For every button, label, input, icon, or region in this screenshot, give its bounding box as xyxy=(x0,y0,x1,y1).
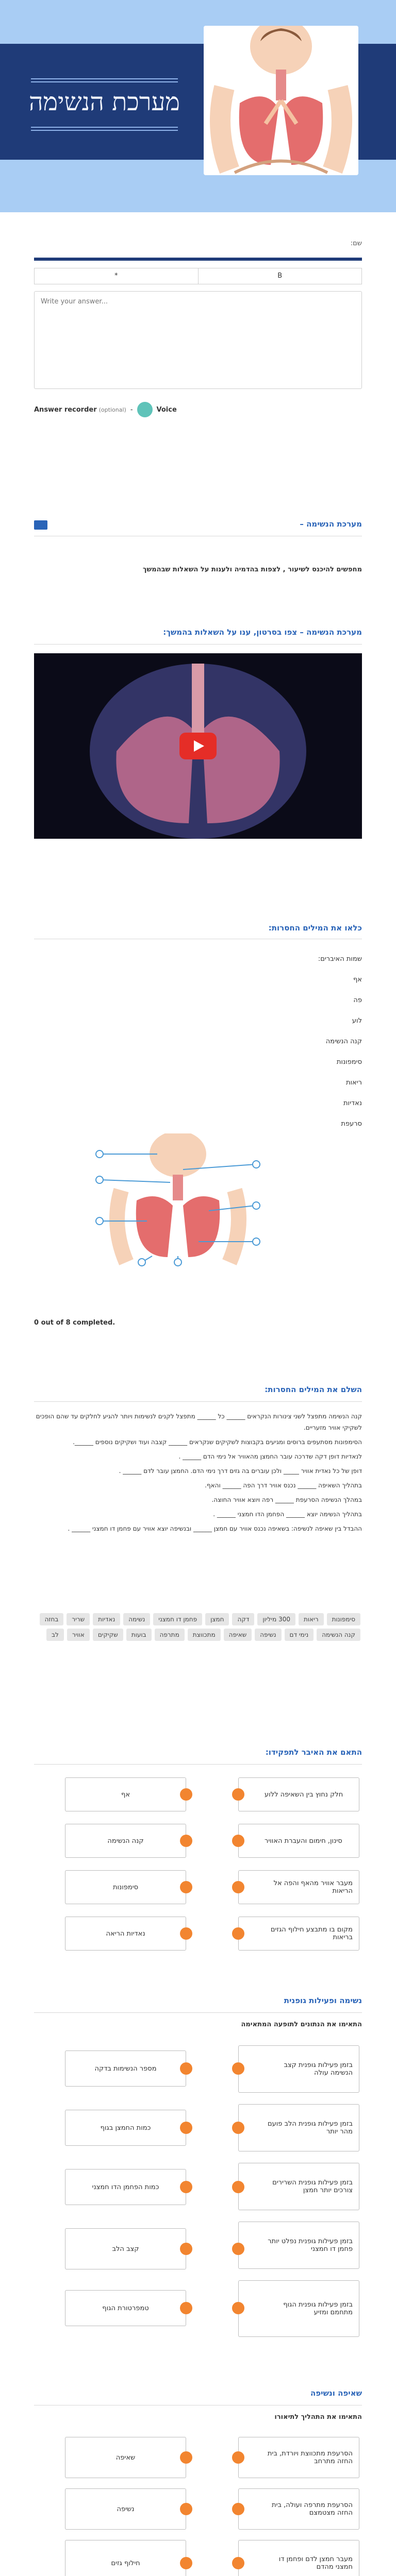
organ-item: אף xyxy=(353,976,362,984)
section5-title: התאם את האיבר לתפקידו: xyxy=(265,1748,362,1757)
divider xyxy=(34,1764,362,1765)
match-connector-dot[interactable] xyxy=(180,2181,192,2193)
recorder-label: Answer recorder xyxy=(34,405,97,414)
word-bank-chip[interactable]: בועות xyxy=(126,1629,152,1641)
match-right-item[interactable]: בזמן פעילות גופנית הגוף מתחמם ומזיע xyxy=(238,2280,359,2337)
title-line-bottom xyxy=(31,127,178,128)
fill-in-paragraph[interactable]: במהלך הנשיפה הסרעפת ______ רפה ויוצא אוויר החוצה. xyxy=(211,1496,362,1503)
word-bank-chip[interactable]: נאדיות xyxy=(93,1613,120,1625)
word-bank-chip[interactable]: נשימה xyxy=(123,1613,150,1625)
fill-in-paragraph[interactable]: דופן של כל נאדית אוויר _____ ולכן עוברים בה גזים דרך נימי הדם. החמצן עובר לדם ______ . xyxy=(119,1467,362,1475)
word-bank-chip[interactable]: סימפונות xyxy=(327,1613,360,1625)
diagram-drop-target[interactable] xyxy=(95,1176,104,1184)
diagram-drop-target[interactable] xyxy=(252,1160,260,1168)
match-left-item[interactable]: כמות החמצן בגוף xyxy=(65,2110,186,2146)
match-left-item[interactable]: קצב הלב xyxy=(65,2228,186,2269)
organ-item: סימפונות xyxy=(336,1058,362,1066)
match-right-item[interactable]: מעבר אוויר מהאף והפה אל הריאות xyxy=(238,1870,359,1904)
organ-list-heading: שמות האיברים: xyxy=(318,955,362,963)
word-bank-chip[interactable]: שאיפה xyxy=(224,1629,252,1641)
match-connector-dot[interactable] xyxy=(232,2557,244,2569)
divider xyxy=(34,1401,362,1402)
fill-in-paragraph[interactable]: ההבדל בין שאיפה לנשיפה: בשאיפה נכנס אוויר עם חמצן ______ ובנשיפה יוצא אוויר עם פחמן דו חמצני ______ . xyxy=(68,1525,362,1532)
word-bank-chip[interactable]: שריר xyxy=(67,1613,90,1625)
match-connector-dot[interactable] xyxy=(180,2122,192,2134)
match-right-item[interactable]: מעבר חמצן לדם ופחמן דו חמצני מהדם xyxy=(238,2540,359,2576)
organ-item: סרעפת xyxy=(341,1120,362,1128)
diagram-progress: 0 out of 8 completed. xyxy=(34,1319,116,1327)
word-bank-chip[interactable]: אוויר xyxy=(67,1629,90,1641)
divider xyxy=(34,644,362,645)
word-bank-chip[interactable]: לב xyxy=(46,1629,64,1641)
word-bank-chip[interactable]: פחמן דו חמצני xyxy=(153,1613,202,1625)
fill-in-paragraph[interactable]: לנאדיות דופן דקה שדרכה עובר החמצן מהאוויר אל נימי הדם ______ . xyxy=(178,1453,362,1460)
fill-in-text xyxy=(34,1411,362,1537)
match-right-item[interactable]: בזמן פעילות גופנית השרירים צורכים יותר חמצן xyxy=(238,2163,359,2210)
organ-list xyxy=(34,949,362,1134)
hero-illustration xyxy=(204,26,358,175)
diagram-drop-target[interactable] xyxy=(252,1238,260,1246)
match-right-item[interactable]: חלק נחוץ בין השאיפה ללוע xyxy=(238,1777,359,1811)
word-bank-chip[interactable]: דקה xyxy=(232,1613,254,1625)
word-bank-chip[interactable]: שקיקים xyxy=(93,1629,123,1641)
match-right-item[interactable]: הסרעפת מתכווצת ויורדת, בית החזה מתרחב xyxy=(238,2437,359,2478)
match-connector-dot[interactable] xyxy=(232,1927,244,1940)
match-connector-dot[interactable] xyxy=(232,2503,244,2515)
word-bank xyxy=(34,1612,362,1642)
match-left-item[interactable]: שאיפה xyxy=(65,2437,186,2478)
word-bank-chip[interactable]: חמצן xyxy=(205,1613,229,1625)
word-bank-chip[interactable]: 300 מיליון xyxy=(257,1613,295,1625)
intro-table xyxy=(34,268,362,284)
answer-recorder: Answer recorder (optional) - Voice xyxy=(34,402,177,417)
video-player[interactable] xyxy=(34,653,362,839)
recorder-optional: (optional) xyxy=(98,406,126,413)
organ-item: נאדיות xyxy=(343,1099,362,1107)
name-label: שם: xyxy=(350,240,362,247)
match-connector-dot[interactable] xyxy=(232,1881,244,1893)
match-connector-dot[interactable] xyxy=(180,1788,192,1801)
match-connector-dot[interactable] xyxy=(180,1927,192,1940)
match-connector-dot[interactable] xyxy=(180,2062,192,2075)
section7-title: שאיפה ונשיפה xyxy=(310,2388,362,2398)
match-left-item[interactable]: נשיפה xyxy=(65,2488,186,2530)
organ-item: פה xyxy=(353,996,362,1004)
match-left-item[interactable]: חילוף גזים xyxy=(65,2540,186,2576)
section6-title: נשימה ופעילות גופנית xyxy=(284,1996,362,2005)
match-left-item[interactable]: אף xyxy=(65,1777,186,1811)
match-left-item[interactable]: טמפרטורת הגוף xyxy=(65,2290,186,2326)
divider xyxy=(34,2012,362,2013)
section7-subtitle: התאימו את התהליך לתיאורו xyxy=(274,2413,362,2421)
section3-title: כלאו את המילים החסרות: xyxy=(268,923,362,933)
match-connector-dot[interactable] xyxy=(232,2302,244,2314)
word-bank-chip[interactable]: מתכווצת xyxy=(188,1629,221,1641)
record-button[interactable] xyxy=(137,402,153,417)
match-connector-dot[interactable] xyxy=(180,2243,192,2255)
hero-banner xyxy=(0,0,396,212)
organ-item: קנה הנשימה xyxy=(325,1038,362,1045)
play-button[interactable] xyxy=(179,733,217,759)
diagram-drop-target[interactable] xyxy=(252,1201,260,1210)
respiratory-system-illustration xyxy=(204,26,358,175)
match-connector-dot[interactable] xyxy=(232,2243,244,2255)
section4-title: השלם את המילים החסרות: xyxy=(265,1385,362,1394)
match-right-item[interactable]: בזמן פעילות גופנית הלב פועם מהר יותר xyxy=(238,2104,359,2151)
match-connector-dot[interactable] xyxy=(232,2451,244,2464)
match-left-item[interactable]: מספר הנשימות בדקה xyxy=(65,2050,186,2087)
match-left-item[interactable]: נאדיות הריאה xyxy=(65,1917,186,1951)
title-line-top xyxy=(31,78,178,79)
fill-in-paragraph[interactable]: בתהליך הנשימה יוצא ______ הפחמן הדו חמצני ______ . xyxy=(213,1511,362,1518)
intro-table-col: B xyxy=(277,272,283,280)
match-left-item[interactable]: כמות הפחמן הדו חמצני xyxy=(65,2169,186,2205)
fill-in-paragraph[interactable]: בתהליך השאיפה ______ נכנס אוויר דרך הפה ______ והאף. xyxy=(205,1482,362,1489)
match-connector-dot[interactable] xyxy=(232,2062,244,2075)
match-right-item[interactable]: בזמן פעילות גופנית נפלט יותר פחמן דו חמצני xyxy=(238,2222,359,2269)
fill-in-paragraph[interactable]: קנה הנשימה מתפצל לשני צינורות הנקראים ______ כל ______ מתפצל לקנים לנשימות ויותר להגיע לחלקים עד שהם הופכים לשקיקי אוויר מזעריים. xyxy=(36,1413,362,1431)
title-line-bottom-2 xyxy=(31,130,178,131)
organ-item: לוע xyxy=(352,1017,362,1025)
diagram-drop-target[interactable] xyxy=(95,1217,104,1225)
match-connector-dot[interactable] xyxy=(180,2451,192,2464)
match-connector-dot[interactable] xyxy=(180,2302,192,2314)
section1-title: מערכת הנשימה – xyxy=(300,519,362,529)
organ-item: ריאות xyxy=(345,1079,362,1087)
match-connector-dot[interactable] xyxy=(180,2503,192,2515)
match-right-item[interactable]: מקום בו מתבצע חילוף הגזים בריאות xyxy=(238,1917,359,1951)
match-list-exercise xyxy=(34,2040,362,2360)
match-connector-dot[interactable] xyxy=(232,2122,244,2134)
section6-subtitle: התאימו את הנתונים לתופעה המתאימה xyxy=(241,2021,362,2028)
match-right-item[interactable]: סינון, חימום והעברת האוויר xyxy=(238,1824,359,1858)
diagram-drop-target[interactable] xyxy=(95,1150,104,1158)
voice-label: Voice xyxy=(156,405,177,414)
section1-subtitle: מחפשים להיכנס לשיעור , לצפות בהדמיה ולענות על השאלות שבהמשך xyxy=(142,566,362,573)
diagram-drop-target[interactable] xyxy=(138,1258,146,1266)
fill-in-paragraph[interactable]: הסימפונות מסתעפים ברוסים ומגיעים בקבוצות לשקיקים שנקראים ______ קצבה ועוד ושקיקים נוספים ______. xyxy=(73,1438,362,1446)
page-title: מערכת הנשימה xyxy=(28,88,180,116)
diagram-illustration xyxy=(80,1133,276,1267)
match-connector-dot[interactable] xyxy=(232,1835,244,1847)
match-connector-dot[interactable] xyxy=(180,1881,192,1893)
match-left-item[interactable]: קנה הנשימה xyxy=(65,1824,186,1858)
word-bank-chip[interactable]: מתרפה xyxy=(155,1629,185,1641)
hero-title-block xyxy=(13,52,196,155)
match-connector-dot[interactable] xyxy=(180,1835,192,1847)
word-bank-chip[interactable]: ריאות xyxy=(299,1613,324,1625)
match-right-item[interactable]: הסרעפת מתרפה ועולה, בית החזה מצטמצם xyxy=(238,2488,359,2530)
play-icon xyxy=(194,740,204,752)
match-list-organ-function xyxy=(34,1772,362,1968)
word-bank-chip[interactable]: בחזה xyxy=(40,1613,64,1625)
diagram-drop-target[interactable] xyxy=(174,1258,182,1266)
match-left-item[interactable]: סימפונות xyxy=(65,1870,186,1904)
match-connector-dot[interactable] xyxy=(232,1788,244,1801)
section2-title: מערכת הנשימה – צפו בסרטון, ענו על השאלות בהמשך: xyxy=(163,628,362,637)
labeling-diagram xyxy=(80,1133,276,1267)
answer-textarea[interactable] xyxy=(34,291,362,389)
word-bank-chip[interactable]: קנה הנשימה xyxy=(317,1629,360,1641)
intro-table-col: * xyxy=(35,268,199,284)
intro-divider xyxy=(34,258,362,261)
match-connector-dot[interactable] xyxy=(232,2181,244,2193)
title-line-top-2 xyxy=(31,81,178,82)
word-bank-chip[interactable]: נשיפה xyxy=(255,1629,281,1641)
match-list-breathing xyxy=(34,2432,362,2576)
match-connector-dot[interactable] xyxy=(180,2557,192,2569)
match-right-item[interactable]: בזמן פעילות גופנית קצב הנשימה עולה xyxy=(238,2045,359,2093)
word-bank-chip[interactable]: נימי דם xyxy=(285,1629,314,1641)
